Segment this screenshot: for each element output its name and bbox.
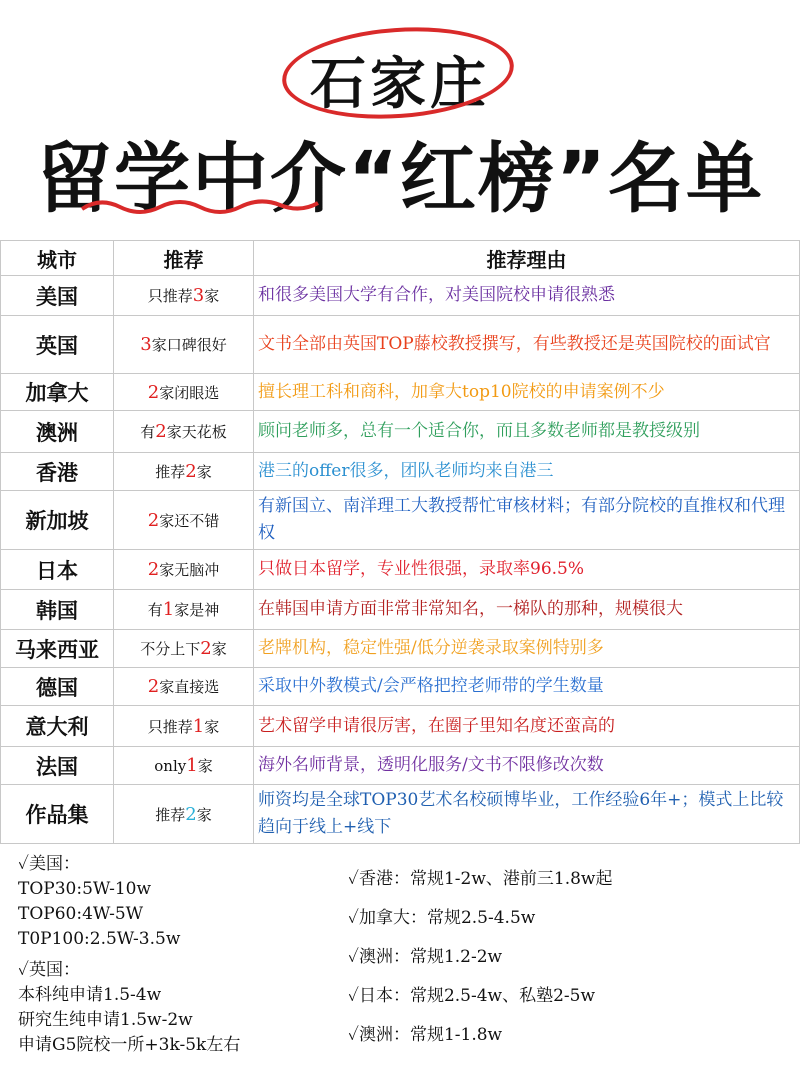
recommend-post: 家闭眼选: [159, 383, 220, 402]
note-line: T0P100:2.5W-3.5w: [18, 929, 181, 949]
recommend-count: 2: [185, 461, 197, 482]
city-cell: 韩国: [1, 590, 114, 630]
recommend-count: 2: [147, 381, 160, 403]
table-row: [1, 630, 800, 668]
recommend-post: 家: [197, 757, 213, 775]
recommend-cell: [114, 590, 254, 630]
recommend-post: 家: [196, 805, 212, 824]
recommend-cell: [114, 411, 254, 453]
recommendation-table: [0, 240, 800, 844]
recommend-pre: 推荐: [155, 805, 186, 824]
recommend-pre: 有: [140, 423, 156, 441]
recommend-pre: only: [154, 757, 187, 775]
table-row: [1, 785, 800, 844]
reason-cell: 海外名师背景，透明化服务/文书不限修改次数: [254, 747, 800, 785]
recommend-count: 1: [162, 599, 175, 620]
recommend-post: 家无脑冲: [159, 561, 220, 579]
recommend-cell: [114, 316, 254, 374]
recommend-post: 家: [211, 640, 227, 658]
recommend-cell: [114, 550, 254, 590]
reason-cell: 师资均是全球TOP30艺术名校硕博毕业，工作经验6年+；模式上比较趋向于线上+线下: [254, 785, 800, 844]
recommend-cell: [114, 491, 254, 550]
table-row: [1, 706, 800, 747]
note-line: 研究生纯申请1.5w-2w: [18, 1010, 193, 1030]
recommend-pre: 有: [147, 601, 163, 619]
reason-cell: 在韩国申请方面非常非常知名，一梯队的那种，规模很大: [254, 590, 800, 630]
recommend-post: 家: [204, 287, 220, 305]
note-line: ✓香港：常规1-2w、港前三1.8w起: [348, 869, 613, 889]
reason-cell: 只做日本留学，专业性很强，录取率96.5%: [254, 550, 800, 590]
table-row: [1, 276, 800, 316]
page-title: 留学中介“红榜”名单: [36, 134, 764, 223]
note-line: ✓日本：常规2.5-4w、私塾2-5w: [348, 986, 596, 1006]
table-row: [1, 374, 800, 411]
reason-cell: 顾问老师多，总有一个适合你，而且多数老师都是教授级别: [254, 411, 800, 453]
note-line: TOP30:5W-10w: [18, 879, 152, 899]
recommend-pre: 只推荐: [147, 717, 193, 736]
table-row: [1, 668, 800, 706]
recommend-cell: [114, 785, 254, 844]
title-city: 石家庄: [310, 52, 490, 117]
header-city: 城市: [1, 241, 114, 276]
table-row: [1, 550, 800, 590]
reason-cell: 采取中外教模式/会严格把控老师带的学生数量: [254, 668, 800, 706]
city-cell: 澳洲: [1, 411, 114, 453]
city-cell: 香港: [1, 453, 114, 491]
table-row: [1, 316, 800, 374]
city-cell: 美国: [1, 276, 114, 316]
recommend-count: 2: [147, 509, 160, 531]
reason-cell: 有新国立、南洋理工大教授帮忙审核材料；有部分院校的直推权和代理权: [254, 491, 800, 550]
city-cell: 作品集: [1, 785, 114, 844]
city-cell: 意大利: [1, 706, 114, 747]
header-recommend: 推荐: [114, 241, 254, 276]
recommend-pre: 只推荐: [147, 287, 193, 305]
note-line: ✓美国：: [18, 854, 80, 874]
recommend-count: 3: [192, 285, 205, 306]
recommend-pre: 推荐: [155, 463, 186, 481]
reason-cell: 艺术留学申请很厉害，在圈子里知名度还蛮高的: [254, 706, 800, 747]
red-squiggle-decoration: [80, 195, 320, 217]
note-line: ✓澳洲：常规1.2-2w: [348, 947, 503, 967]
reason-cell: 擅长理工科和商科，加拿大top10院校的申请案例不少: [254, 374, 800, 411]
reason-cell: 港三的offer很多，团队老师均来自港三: [254, 453, 800, 491]
recommend-pre: 不分上下: [140, 640, 201, 658]
recommend-cell: [114, 276, 254, 316]
city-cell: 英国: [1, 316, 114, 374]
city-cell: 马来西亚: [1, 630, 114, 668]
city-cell: 日本: [1, 550, 114, 590]
recommend-count: 1: [186, 755, 198, 776]
recommend-count: 2: [185, 803, 197, 825]
recommend-cell: [114, 374, 254, 411]
reason-cell: 文书全部由英国TOP藤校教授撰写，有些教授还是英国院校的面试官: [254, 316, 800, 374]
recommend-cell: [114, 747, 254, 785]
city-cell: 加拿大: [1, 374, 114, 411]
recommend-count: 2: [147, 559, 160, 580]
recommend-post: 家: [204, 717, 220, 736]
recommend-cell: [114, 453, 254, 491]
note-line: 本科纯申请1.5-4w: [18, 985, 162, 1005]
header-reason: 推荐理由: [254, 241, 800, 276]
recommend-cell: [114, 630, 254, 668]
city-cell: 德国: [1, 668, 114, 706]
recommend-post: 家天花板: [166, 423, 227, 441]
table-row: [1, 411, 800, 453]
price-notes-right: [348, 860, 612, 1055]
recommend-post: 家是神: [174, 601, 220, 619]
city-cell: 新加坡: [1, 491, 114, 550]
recommend-count: 1: [192, 715, 205, 737]
note-line: ✓澳洲：常规1-1.8w: [348, 1025, 503, 1045]
recommend-count: 2: [147, 676, 160, 697]
table-row: [1, 491, 800, 550]
recommend-post: 家直接选: [159, 678, 220, 696]
recommend-cell: [114, 668, 254, 706]
recommend-post: 家: [196, 463, 212, 481]
note-line: TOP60:4W-5W: [18, 904, 144, 924]
recommend-cell: [114, 706, 254, 747]
recommend-post: 家还不错: [159, 511, 220, 530]
reason-cell: 和很多美国大学有合作，对美国院校申请很熟悉: [254, 276, 800, 316]
recommend-count: 2: [200, 638, 212, 659]
city-cell: 法国: [1, 747, 114, 785]
table-row: [1, 453, 800, 491]
recommend-count: 2: [155, 421, 167, 442]
recommend-post: 家口碑很好: [151, 336, 227, 354]
note-line: ✓加拿大：常规2.5-4.5w: [348, 908, 536, 928]
price-notes-left: [18, 852, 240, 1058]
recommend-count: 3: [140, 334, 152, 355]
table-row: [1, 747, 800, 785]
reason-cell: 老牌机构，稳定性强/低分逆袭录取案例特别多: [254, 630, 800, 668]
table-row: [1, 590, 800, 630]
note-line: 申请G5院校一所+3k-5k左右: [18, 1035, 241, 1055]
note-line: ✓英国：: [18, 960, 80, 980]
